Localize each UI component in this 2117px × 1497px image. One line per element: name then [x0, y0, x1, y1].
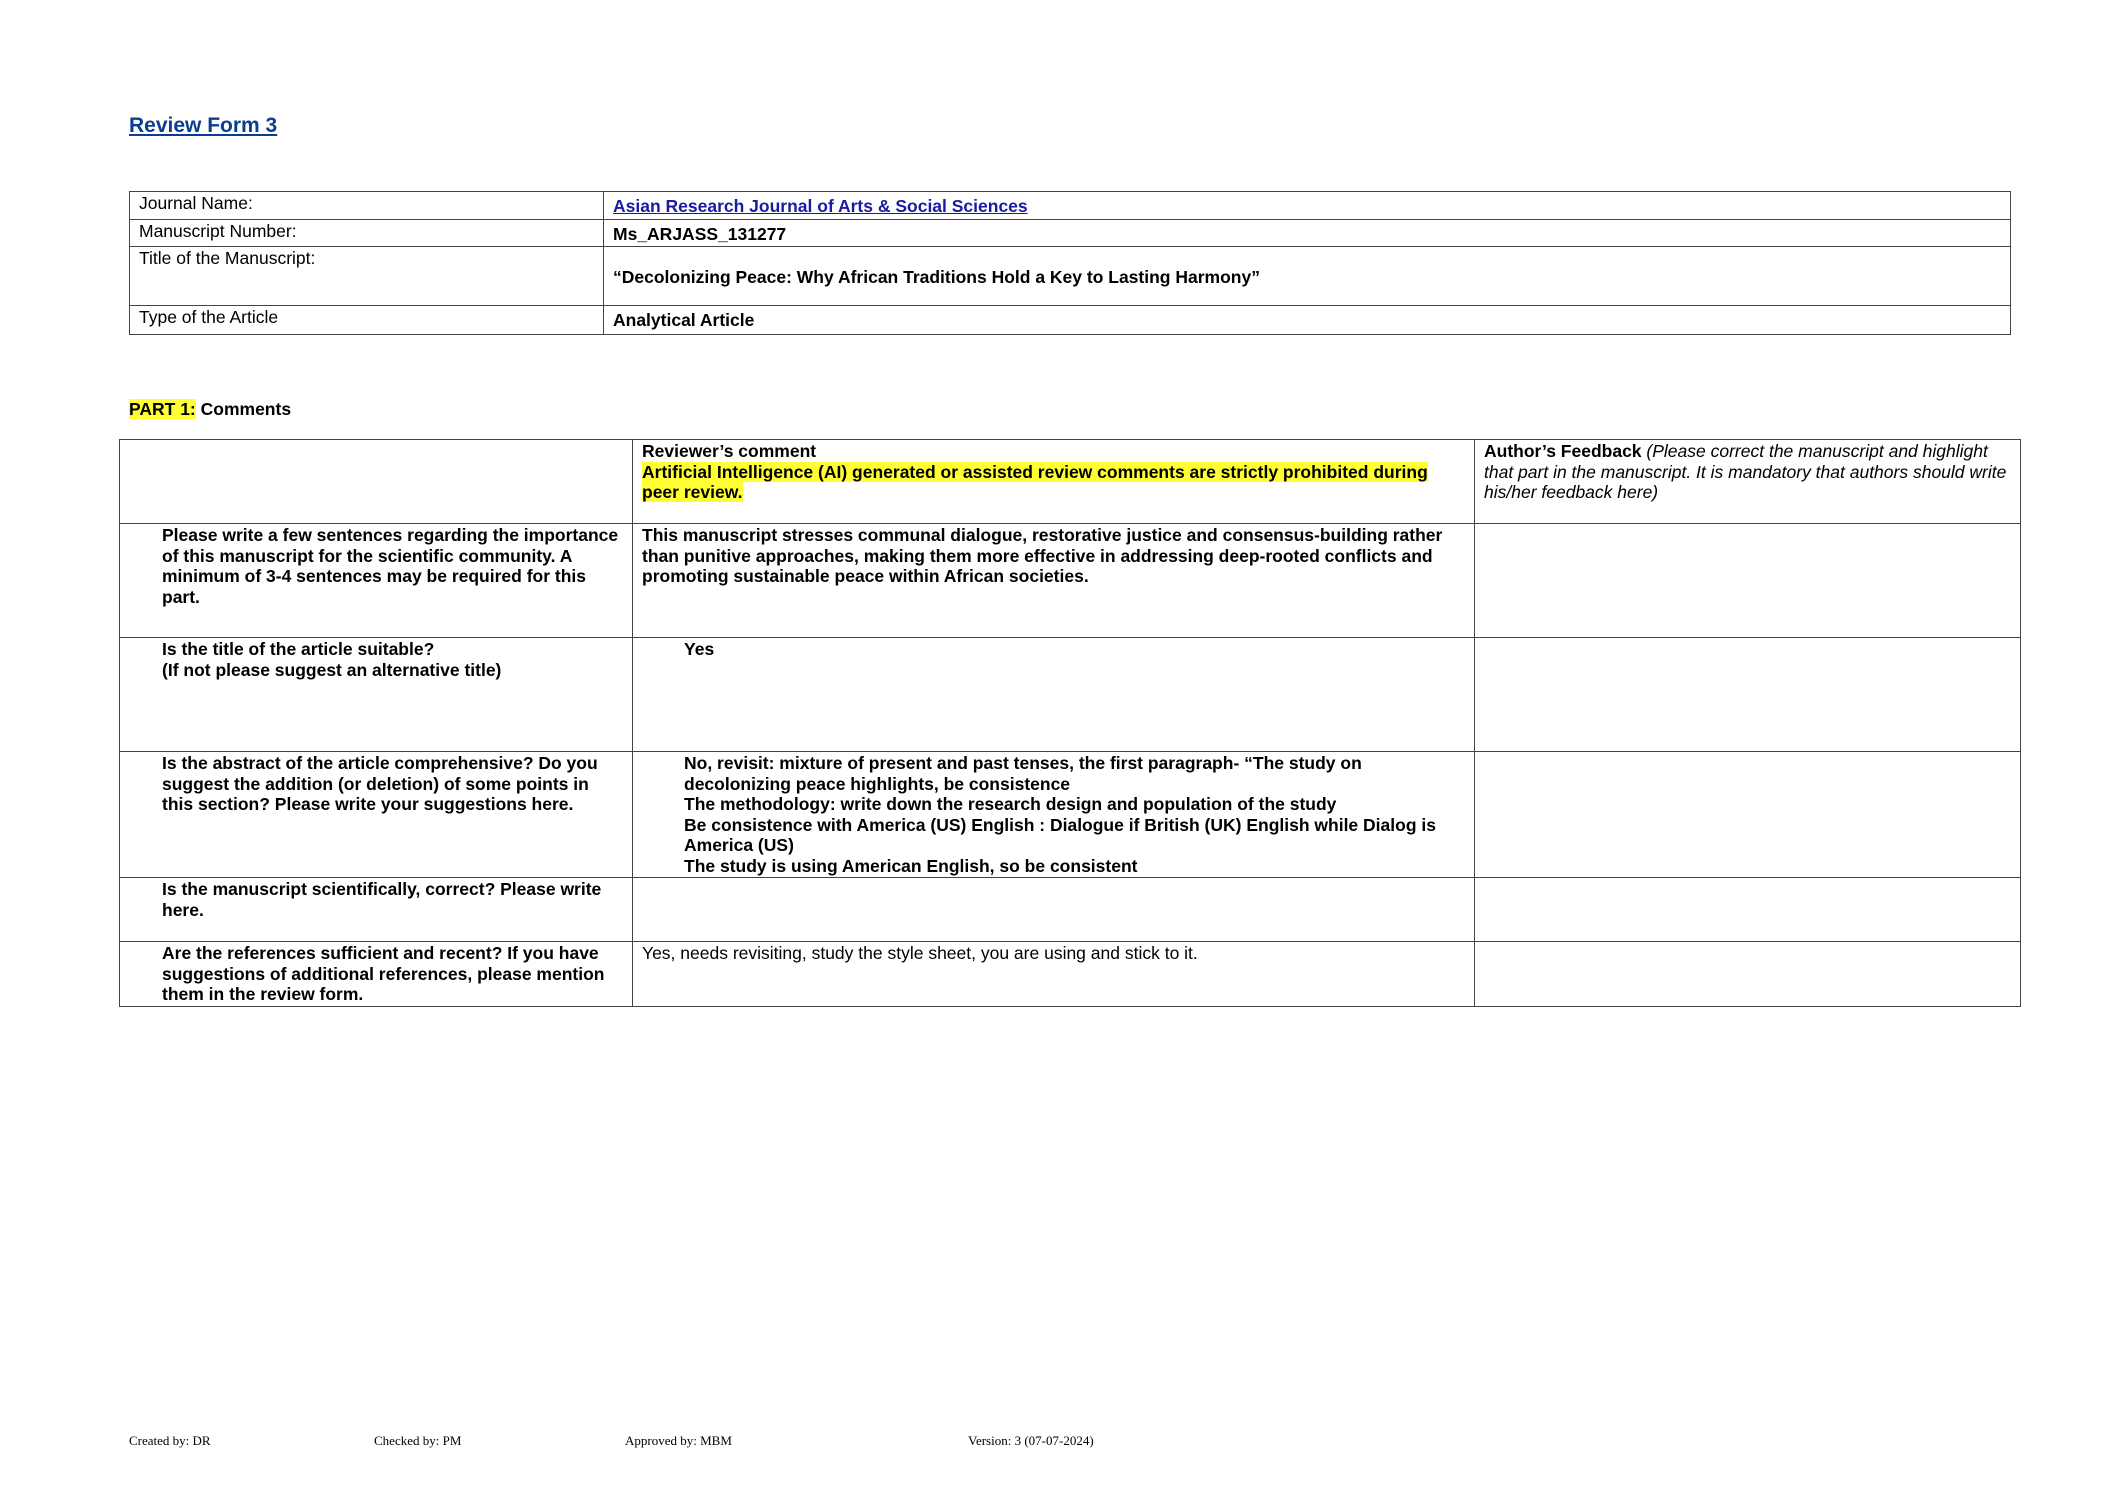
comment-cell[interactable]: Yes, needs revisiting, study the style sheet, you are using and stick to it.: [633, 942, 1475, 1007]
question-line: (If not please suggest an alternative title): [162, 659, 502, 680]
table-row: [120, 878, 2021, 942]
table-row: [120, 752, 2021, 878]
question-line: Is the title of the article suitable?: [162, 639, 435, 659]
table-row: [120, 942, 2021, 1007]
feedback-cell[interactable]: [1475, 752, 2021, 878]
comment-cell[interactable]: [633, 752, 1475, 878]
feedback-cell[interactable]: [1475, 524, 2021, 638]
journal-label: Journal Name:: [130, 192, 604, 220]
part-heading: [129, 399, 291, 420]
question-cell: Are the references sufficient and recent? If you have suggestions of additional references, please mention them in the review form.: [120, 942, 633, 1007]
comment-cell[interactable]: [633, 638, 1475, 752]
journal-link[interactable]: Asian Research Journal of Arts & Social Sciences: [613, 196, 1028, 216]
info-row-manuscript: [130, 219, 2011, 247]
ai-notice: Artificial Intelligence (AI) generated or assisted review comments are strictly prohibited during peer review.: [642, 461, 1428, 502]
author-note: (Please correct the manuscript and highlight that part in the manuscript. It is mandatory that authors should write his/her feedback here): [1484, 441, 2007, 502]
info-row-type: [130, 306, 2011, 335]
comment-cell[interactable]: [633, 878, 1475, 942]
page-title[interactable]: Review Form 3: [129, 114, 278, 137]
type-label: Type of the Article: [130, 306, 604, 335]
comment-line: The study is using American English, so be consistent: [684, 855, 1138, 876]
comment-line: Be consistence with America (US) English : Dialogue if British (UK) English while Dialog is America (US): [684, 814, 1436, 855]
question-cell: [120, 638, 633, 752]
manuscript-title: “Decolonizing Peace: Why African Traditions Hold a Key to Lasting Harmony”: [604, 247, 2011, 306]
reviewer-comment-header: [633, 440, 1475, 524]
footer-created: Created by: DR: [129, 1433, 211, 1448]
info-row-title: [130, 247, 2011, 306]
table-row: [120, 638, 2021, 752]
manuscript-label: Manuscript Number:: [130, 219, 604, 247]
journal-value: [604, 192, 2011, 220]
part-text: Comments: [195, 399, 292, 419]
part-label: PART 1:: [129, 399, 196, 419]
feedback-cell[interactable]: [1475, 942, 2021, 1007]
author-heading: Author’s Feedback: [1484, 441, 1642, 461]
comment-line: The methodology: write down the research design and population of the study: [684, 794, 1337, 814]
info-row-journal: [130, 192, 2011, 220]
comment-line: No, revisit: mixture of present and past tenses, the first paragraph- “The study on decolonizing peace highlights, be consistence: [684, 753, 1362, 794]
question-cell: Please write a few sentences regarding the importance of this manuscript for the scientific community. A minimum of 3-4 sentences may be required for this part.: [120, 524, 633, 638]
footer-approved: Approved by: MBM: [625, 1433, 732, 1448]
footer-checked: Checked by: PM: [374, 1433, 462, 1448]
author-feedback-header: [1475, 440, 2021, 524]
manuscript-info-table: [129, 191, 2011, 335]
header-empty-cell: [120, 440, 633, 524]
comment-text: Yes: [684, 639, 715, 659]
footer-version: Version: 3 (07-07-2024): [968, 1433, 1094, 1448]
feedback-cell[interactable]: [1475, 638, 2021, 752]
article-type: Analytical Article: [604, 306, 2011, 335]
title-label: Title of the Manuscript:: [130, 247, 604, 306]
table-row: [120, 524, 2021, 638]
manuscript-number: Ms_ARJASS_131277: [604, 219, 2011, 247]
reviewer-heading: Reviewer’s comment: [642, 441, 817, 461]
question-cell: Is the manuscript scientifically, correct? Please write here.: [120, 878, 633, 942]
feedback-cell[interactable]: [1475, 878, 2021, 942]
comments-table: [119, 439, 2021, 1007]
comments-header-row: [120, 440, 2021, 524]
comment-cell[interactable]: This manuscript stresses communal dialogue, restorative justice and consensus-building rather than punitive approaches, making them more effective in addressing deep-rooted conflicts and promoting sustainable peace within African societies.: [633, 524, 1475, 638]
question-cell: Is the abstract of the article comprehensive? Do you suggest the addition (or deletion) of some points in this section? Please write your suggestions here.: [120, 752, 633, 878]
